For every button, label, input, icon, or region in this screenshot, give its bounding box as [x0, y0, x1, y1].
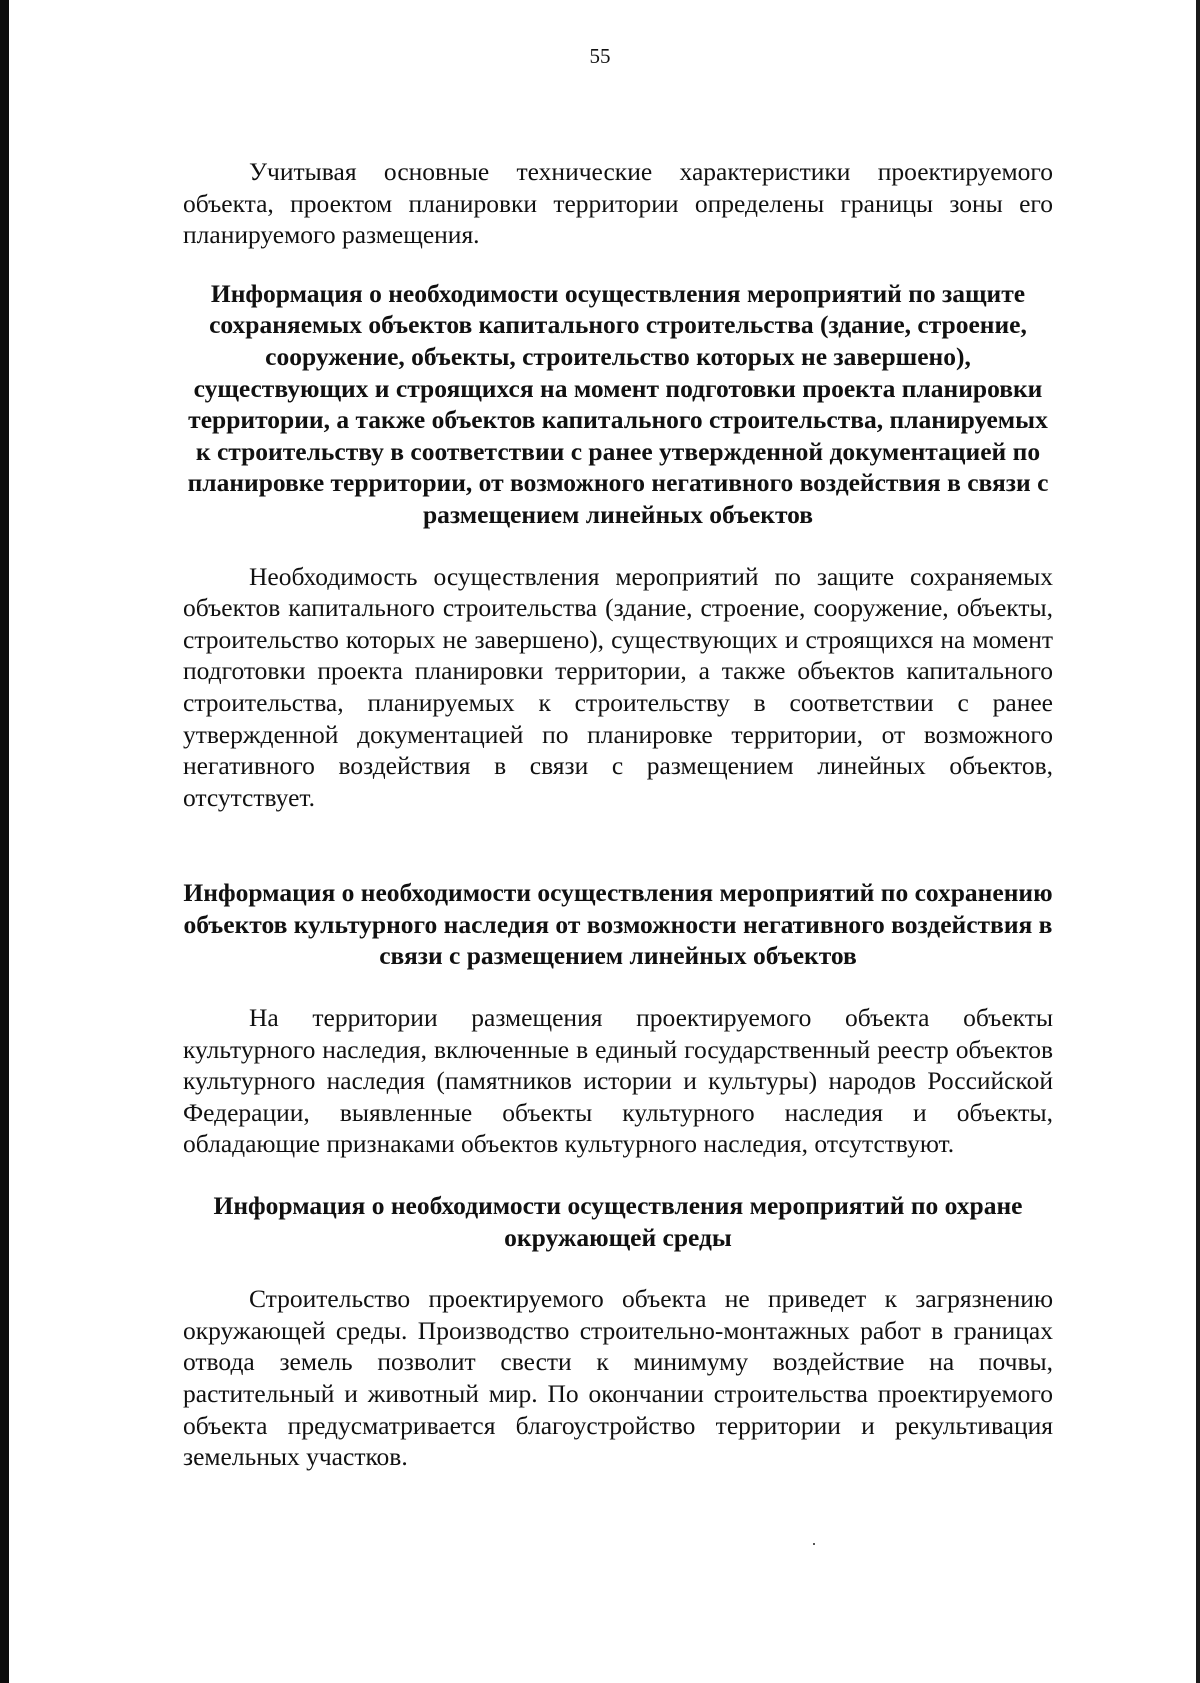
scan-border-right [1196, 0, 1200, 1683]
paragraph-protection: Необходимость осуществления мероприятий по защите сохраняемых объектов капитального строительства (здание, строение, сооружение, объекты, строительство которых не завершено), существующих и строящихся на момент подготовки проекта планировки территории, а также объектов капитального строительства, планируемых к строительству в соответствии с ранее утвержденной документацией по планировке территории, от возможного негативного воздействия в связи с размещением линейных объектов, отсутствует. [183, 561, 1053, 812]
paragraph-environment: Строительство проектируемого объекта не приведет к загрязнению окружающей среды. Производство строительно-монтажных работ в границах отвода земель позволит свести к минимуму воздействие на почвы, растительный и животный мир. По окончании строительства проектируемого объекта предусматривается благоустройство территории и рекультивация земельных участков. [183, 1284, 1053, 1472]
section-heading-cultural-heritage: Информация о необходимости осуществления мероприятий по сохранению объектов культурного наследия от возможности негативного воздействия в связи с размещением линейных объектов [183, 878, 1053, 971]
section-heading-protection: Информация о необходимости осуществления мероприятий по защите сохраняемых объектов капитального строительства (здание, строение, сооружение, объекты, строительство которых не завершено), существующих и строящихся на момент подготовки проекта планировки территории, а также объектов капитального строительства, планируемых к строительству в соответствии с ранее утвержденной документацией по планировке территории, от возможного негативного воздействия в связи с размещением линейных объектов [187, 278, 1049, 529]
scan-border-left [0, 0, 9, 1683]
section-heading-environment: Информация о необходимости осуществления мероприятий по охране окружающей среды [213, 1191, 1023, 1252]
document-body [183, 156, 1053, 1473]
scan-speck [813, 1543, 815, 1545]
paragraph-cultural-heritage: На территории размещения проектируемого объекта объекты культурного наследия, включенные в единый государственный реестр объектов культурного наследия (памятников истории и культуры) народов Российской Федерации, выявленные объекты культурного наследия и объекты, обладающие признаками объектов культурного наследия, отсутствуют. [183, 1003, 1053, 1159]
page-number: 55 [589, 44, 611, 68]
intro-paragraph: Учитывая основные технические характеристики проектируемого объекта, проектом планировки территории определены границы зоны его планируемого размещения. [183, 157, 1053, 250]
